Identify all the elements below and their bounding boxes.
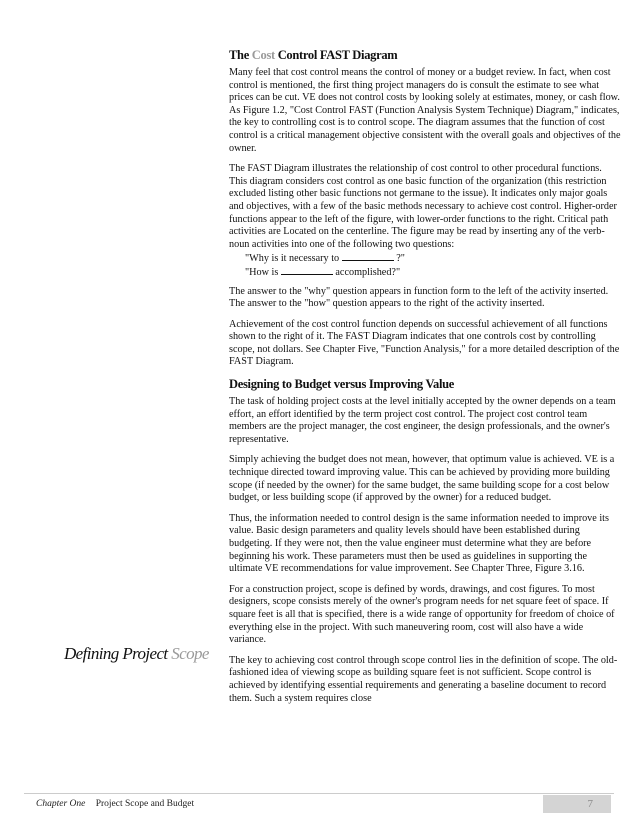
question-why bbox=[245, 252, 621, 266]
paragraph: For a construction project, scope is defined by words, drawings, and cost figures. To most designers, scope consists merely of the owner's program needs for net square feet of space. If square feet is all that is specified, there is a wide range of opportunity for freedom of choice of everything else in the project. With such maneuvering room, cost will also have a wide variance. bbox=[229, 583, 615, 646]
paragraph: The task of holding project costs at the level initially accepted by the owner depends on a team effort, an effort identified by the term project cost control. The project cost control team members are the project manager, the cost engineer, the design professionals, and the owner's representative. bbox=[229, 396, 616, 445]
paragraph: The answer to the "why" question appears in function form to the left of the activity inserted. The answer to the "how" question appears to the right of the activity inserted. bbox=[229, 285, 609, 310]
blank-line bbox=[281, 266, 333, 275]
footer-chapter: Chapter One bbox=[36, 799, 86, 809]
paragraph: Thus, the information needed to control design is the same information needed to improve its value. Basic design parameters and quality levels should have been established during budgeting. If they were not, then the value engineer must determine what they are before beginning his work. These parameters must then be used as guidelines in supporting the ultimate VE recommendations for value improvement. See Chapter Three, Figure 3.16. bbox=[229, 512, 609, 575]
question-text: ?" bbox=[396, 253, 405, 265]
question-text: "How is bbox=[245, 266, 279, 278]
footer-divider bbox=[24, 793, 614, 794]
blank-line bbox=[342, 252, 394, 261]
section-heading-defining-project-scope bbox=[64, 644, 209, 664]
question-text: accomplished?" bbox=[335, 266, 401, 278]
heading-part-grey: Scope bbox=[171, 644, 209, 663]
paragraph: Many feel that cost control means the control of money or a budget review. In fact, when cost control is mentioned, the first thing project managers do is consult the estimate to see what prices can be cut. VE does not control costs by looking solely at estimates, money, or cash flow. As Figure 1.2, "Cost Control FAST (Function Analysis System Technique) Diagram," indicates, the key to controlling cost is to control scope. The diagram assumes that the function of cost control is a critical management objective consistent with the overall goals and objectives of the owner. bbox=[229, 67, 621, 154]
paragraph: The FAST Diagram illustrates the relationship of cost control to other procedural functions. This diagram considers cost control as one basic function of the organization (this restriction excluded listing other basic functions not germane to the issue). It indicates only major goals and objectives, with a few of the basic methods necessary to achieve cost control. Higher-order functions appear to the left of the figure, with lower-order functions to the right. Critical path activities are Located on the centerline. The figure may be read by inserting any of the verb-noun activities into one of the following two questions: bbox=[229, 163, 617, 250]
footer-running-head bbox=[36, 799, 194, 809]
question-text: "Why is it necessary to bbox=[245, 253, 340, 265]
page-number: 7 bbox=[587, 798, 593, 810]
footer-title: Project Scope and Budget bbox=[95, 799, 195, 809]
question-how bbox=[245, 266, 621, 280]
heading-part: The bbox=[229, 48, 249, 62]
paragraph: Achievement of the cost control function depends on successful achievement of all functions shown to the right of it. The FAST Diagram indicates that one controls cost by controlling scope, not dollars. See Chapter Five, "Function Analysis," for a more detailed description of the FAST Diagram. bbox=[229, 318, 620, 368]
heading-part: Defining Project bbox=[64, 644, 168, 663]
page-number-box bbox=[543, 795, 611, 813]
section-heading-designing-to-budget: Designing to Budget versus Improving Value bbox=[229, 377, 455, 392]
paragraph: The key to achieving cost control through scope control lies in the definition of scope. The old-fashioned idea of viewing scope as building square feet is not sufficient. Scope control is achieved by identifying essential requirements and generating a baseline document to record them. Such a system requires close bbox=[229, 654, 618, 704]
heading-part-grey: Cost bbox=[251, 48, 275, 62]
section-heading-cost-control-fast bbox=[229, 48, 621, 63]
paragraph: Simply achieving the budget does not mean, however, that optimum value is achieved. VE is a technique directed toward improving value. This can be achieved by providing more building scope (if needed by the owner) for the same budget, the same building scope for a cost below budget, or less building scope (if approved by the owner) for a reduced budget. bbox=[229, 454, 615, 504]
heading-part: Control FAST Diagram bbox=[277, 48, 398, 62]
main-column bbox=[229, 48, 621, 713]
